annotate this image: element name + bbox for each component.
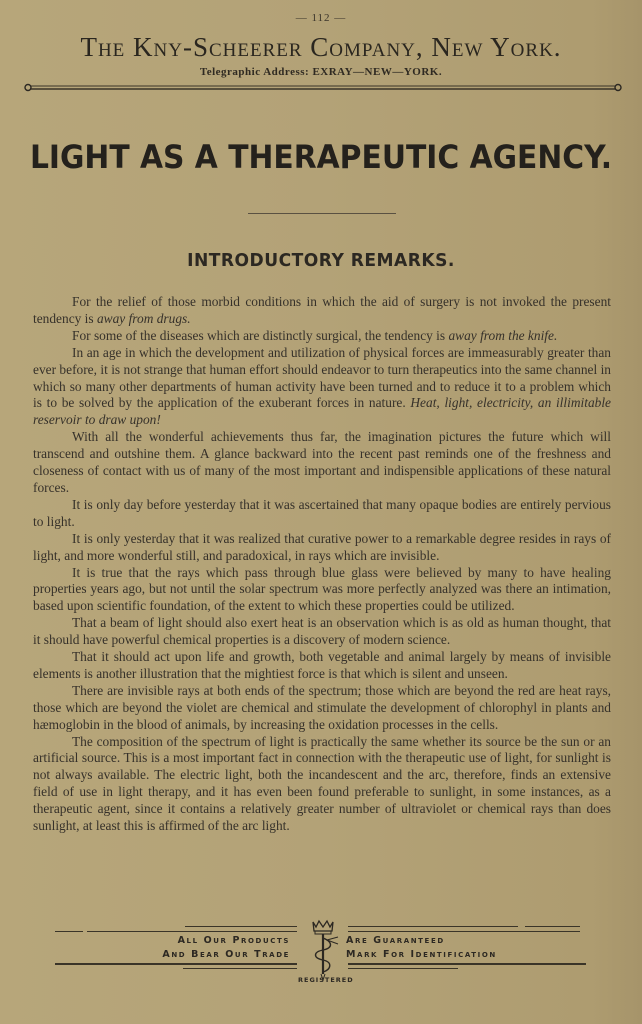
footer-rule — [348, 963, 586, 965]
paragraph — [33, 294, 611, 328]
company-name: The Kny-Scheerer Company, New York. — [80, 32, 562, 62]
paragraph-emphasis: away from drugs. — [96, 310, 191, 326]
paragraph — [33, 497, 611, 531]
paragraph — [33, 565, 611, 616]
title-divider — [248, 213, 396, 214]
registered-mark: REGISTERED — [298, 976, 354, 984]
footer-rule — [525, 926, 580, 927]
paragraph-text: It is true that the rays which pass through blue glass were believed by many to have healing properties years ago, but not until the solar spectrum was more perfectly analyzed was there an intimation, based upon scientific foundation, of the extent to which these properties could be utilized. — [33, 564, 611, 614]
footer-right-line2: Mark For Identification — [346, 949, 497, 960]
footer-rule — [348, 931, 580, 932]
footer-left-line2: And Bear Our Trade — [162, 949, 290, 960]
paragraph-text: It is only day before yesterday that it was ascertained that many opaque bodies are entirely pervious to light. — [33, 496, 611, 529]
paragraph-emphasis: Heat, light, electricity, an illimitable reservoir to draw upon! — [33, 395, 611, 428]
paragraph — [33, 649, 611, 683]
article-body — [33, 294, 611, 835]
footer-rule — [185, 926, 297, 927]
paragraph — [33, 683, 611, 734]
paragraph — [33, 328, 611, 345]
footer-rule — [55, 931, 83, 932]
crown-serpent-staff-icon — [305, 918, 341, 982]
footer-rule — [348, 926, 518, 927]
page-title: LIGHT AS A THERAPEUTIC AGENCY. — [29, 138, 613, 176]
paragraph-text: That a beam of light should also exert heat is an observation which is as old as human thought, that it should have powerful chemical properties is a discovery of modern science. — [33, 615, 611, 648]
paragraph — [33, 734, 611, 835]
footer-rule — [348, 968, 458, 969]
footer-rule — [55, 963, 297, 965]
footer-rule — [183, 968, 297, 969]
paragraph-text: With all the wonderful achievements thus far, the imagination pictures the future which will transcend and outshine them. A glance backward into the recent past reminds one of the freshness and closeness of contact with us of many of the most important and indispensible applications of these natural forces. — [33, 429, 611, 495]
footer-rule — [87, 931, 297, 932]
section-heading: INTRODUCTORY REMARKS. — [187, 250, 455, 271]
footer-right-line1: Are Guaranteed — [346, 935, 445, 946]
paragraph — [33, 615, 611, 649]
trademark-footer — [55, 918, 590, 998]
header-ornamental-rule — [22, 82, 624, 94]
footer-left-line1: All Our Products — [177, 935, 290, 946]
paragraph — [33, 531, 611, 565]
paragraph — [33, 345, 611, 430]
paragraph-text: It is only yesterday that it was realized that curative power to a remarkable degree resides in rays of light, and more wonderful still, and paradoxical, in rays which are invisible. — [33, 530, 611, 563]
paragraph-text: For some of the diseases which are distinctly surgical, the tendency is — [72, 327, 449, 343]
paragraph-text: In an age in which the development and utilization of physical forces are immeasurably greater than ever before, it is not strange that human effort should endeavor to turn therapeutics into the same channel in which so many other departments of human activity have been turned and to reduce it to a problem which is to be solved by the application of the exuberant forces in nature. — [33, 344, 611, 411]
telegraphic-address: Telegraphic Address: EXRAY—NEW—YORK. — [199, 66, 443, 78]
paragraph-text: For the relief of those morbid conditions in which the aid of surgery is not invoked the present tendency is — [33, 294, 611, 326]
paragraph-text: That it should act upon life and growth, both vegetable and animal largely by means of invisible elements is another illustration that the mightiest force is that which is silent and unseen. — [33, 649, 611, 681]
paragraph-emphasis: away from the knife. — [448, 327, 558, 343]
paragraph — [33, 429, 611, 497]
page-number: — 112 — — [295, 12, 347, 24]
paragraph-text: The composition of the spectrum of light is practically the same whether its source be the sun or an artificial source. This is a most important fact in connection with the therapeutic use of light, for sunlight is not always available. The electric light, both the incandescent and the arc, therefore, finds an extensive field of use in light therapy, and it has even been found preferable to sunlight, in some instances, as a therapeutic agent, since it contains a relatively greater number of ultraviolet or chemical rays than does sunlight, at least this is affirmed of the arc light. — [33, 733, 611, 834]
paragraph-text: There are invisible rays at both ends of the spectrum; those which are beyond the red are heat rays, those which are beyond the violet are chemical and stimulate the development of chlorophyl in plants and hæmoglobin in the blood of animals, by increasing the oxidation processes in the cells. — [33, 682, 611, 732]
